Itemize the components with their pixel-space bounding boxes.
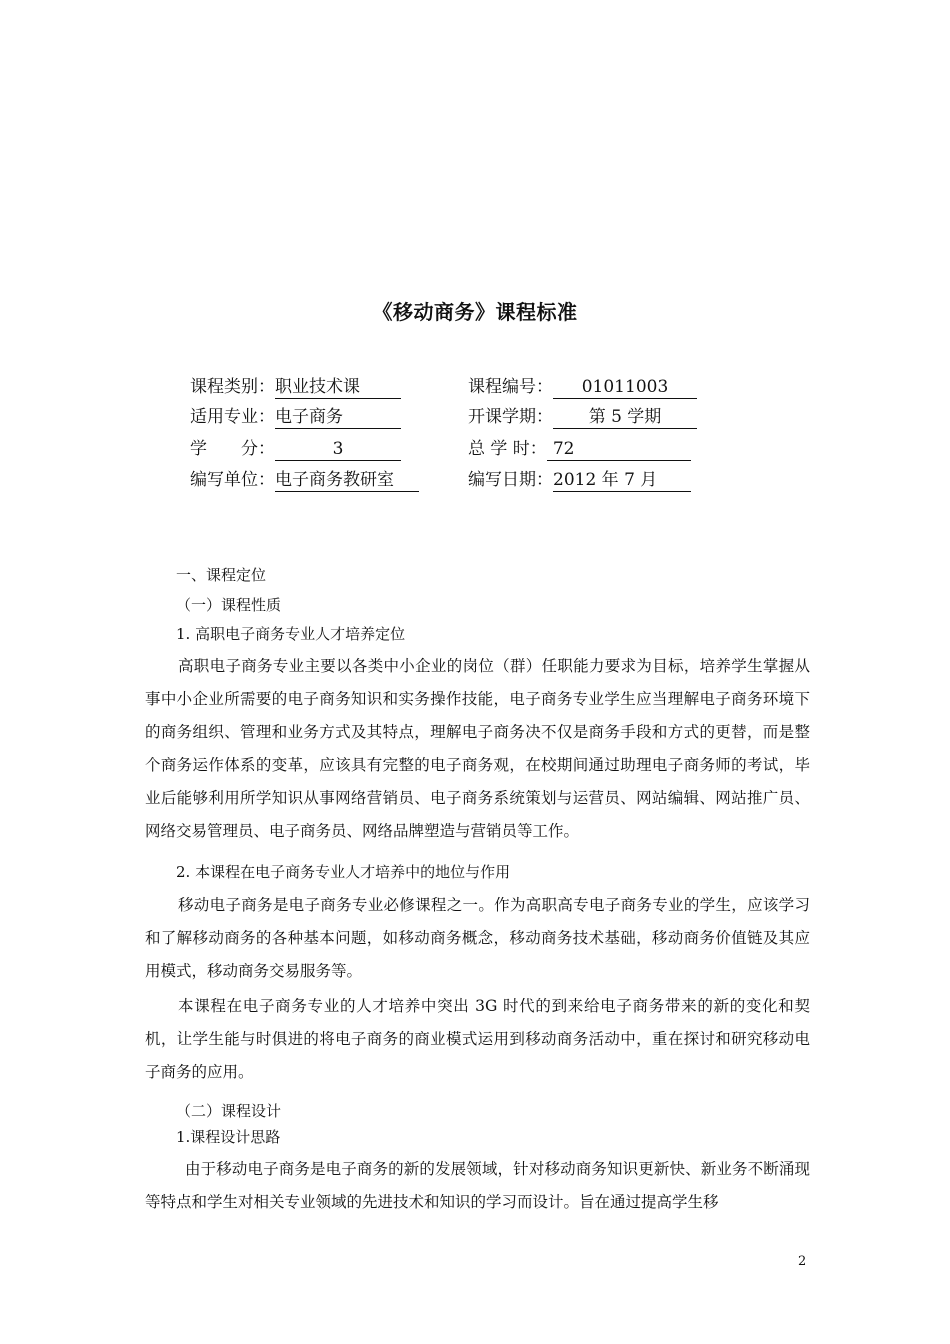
- meta-value: 01011003: [553, 376, 697, 399]
- document-title: 《移动商务》课程标准: [372, 300, 578, 324]
- page-number: 2: [798, 1254, 807, 1269]
- meta-course-code: [468, 372, 697, 402]
- meta-label: 编写单位：: [190, 470, 275, 490]
- meta-label: 学 分：: [190, 439, 275, 459]
- meta-value: 2012 年 7 月: [553, 469, 691, 492]
- meta-total-hours: [468, 434, 691, 464]
- meta-semester: [468, 402, 697, 432]
- meta-value: 职业技术课: [275, 376, 401, 399]
- meta-label: 开课学期：: [468, 407, 553, 427]
- item-heading: 2. 本课程在电子商务专业人才培养中的地位与作用: [176, 863, 511, 881]
- paragraph: 高职电子商务专业主要以各类中小企业的岗位（群）任职能力要求为目标，培养学生掌握从事中小企业所需要的电子商务知识和实务操作技能，电子商务专业学生应当理解电子商务环境下的商务组织、管理和业务方式及其特点，理解电子商务决不仅是商务手段和方式的更替，而是整个商务运作体系的变革，应该具有完整的电子商务观，在校期间通过助理电子商务师的考试，毕业后能够利用所学知识从事网络营销员、电子商务系统策划与运营员、网站编辑、网站推广员、网络交易管理员、电子商务员、网络品牌塑造与营销员等工作。: [145, 657, 810, 840]
- meta-label: 总 学 时：: [468, 439, 547, 459]
- meta-author-unit: [190, 465, 419, 495]
- item-heading: 1.课程设计思路: [176, 1128, 281, 1146]
- meta-credits: [190, 434, 401, 464]
- subsection-heading: （一）课程性质: [176, 596, 282, 614]
- meta-label: 编写日期：: [468, 470, 553, 490]
- meta-value: 第 5 学期: [553, 406, 697, 429]
- subsection-heading: （二）课程设计: [176, 1102, 282, 1120]
- item-heading: 1. 高职电子商务专业人才培养定位: [176, 625, 406, 643]
- meta-value: 电子商务教研室: [275, 469, 419, 492]
- paragraph: 移动电子商务是电子商务专业必修课程之一。作为高职高专电子商务专业的学生，应该学习和了解移动商务的各种基本问题，如移动商务概念，移动商务技术基础，移动商务价值链及其应用模式，移动商务交易服务等。: [145, 896, 810, 980]
- section-heading: 一、课程定位: [176, 566, 267, 584]
- meta-date: [468, 465, 691, 495]
- meta-label: 课程类别：: [190, 377, 275, 397]
- meta-course-category: [190, 372, 401, 402]
- meta-label: 课程编号：: [468, 377, 553, 397]
- meta-label: 适用专业：: [190, 407, 275, 427]
- meta-major: [190, 402, 401, 432]
- paragraph: 由于移动电子商务是电子商务的新的发展领域，针对移动商务知识更新快、新业务不断涌现等特点和学生对相关专业领域的先进技术和知识的学习而设计。旨在通过提高学生移: [145, 1160, 810, 1211]
- meta-value: 电子商务: [275, 406, 401, 429]
- meta-value: 3: [275, 438, 401, 461]
- meta-value: 72: [547, 438, 691, 461]
- paragraph: 本课程在电子商务专业的人才培养中突出 3G 时代的到来给电子商务带来的新的变化和契机，让学生能与时俱进的将电子商务的商业模式运用到移动商务活动中，重在探讨和研究移动电子商务的应用。: [145, 997, 810, 1081]
